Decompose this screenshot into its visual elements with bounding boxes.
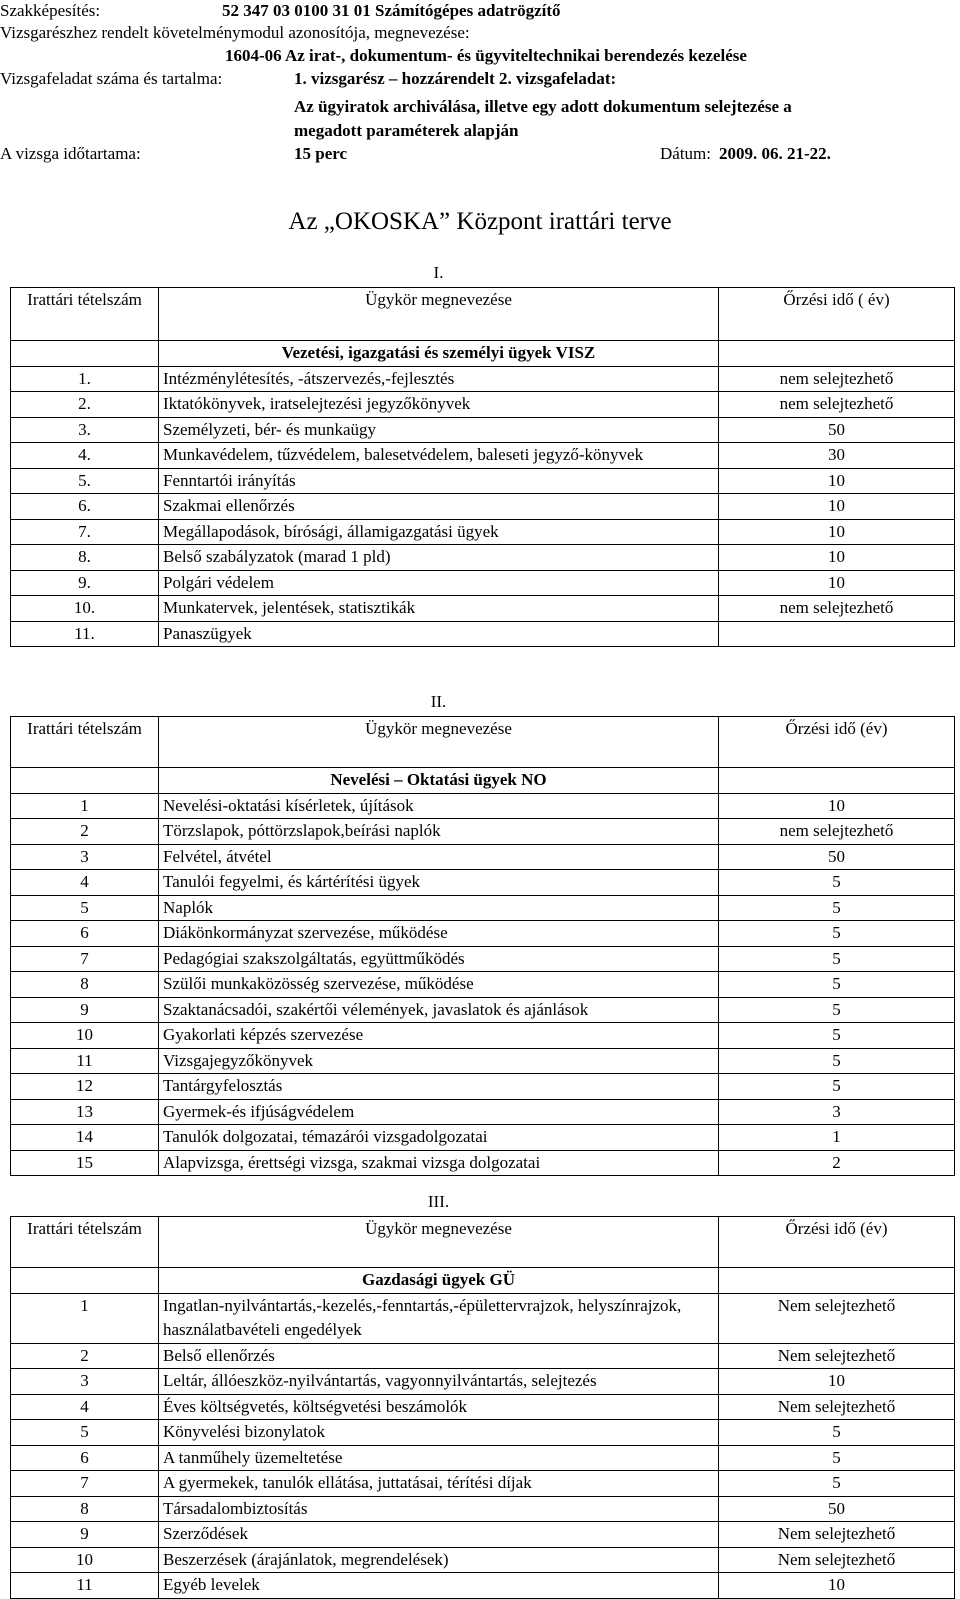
row-name: Intézménylétesítés, -átszervezés,-fejlesztés xyxy=(159,366,719,392)
section-table-3 xyxy=(10,1192,955,1599)
section-table-2 xyxy=(10,692,955,1176)
row-number: 8. xyxy=(11,545,159,571)
column-header-retention: Őrzési idő ( év) xyxy=(719,288,955,341)
table-row xyxy=(11,621,955,647)
table-row xyxy=(11,1293,955,1343)
row-number: 7 xyxy=(11,1471,159,1497)
row-number: 2 xyxy=(11,819,159,845)
row-name: Személyzeti, bér- és munkaügy xyxy=(159,417,719,443)
row-retention: 5 xyxy=(719,997,955,1023)
table-row xyxy=(11,519,955,545)
row-retention: 5 xyxy=(719,1420,955,1446)
category-cell-empty xyxy=(11,768,159,794)
row-number: 13 xyxy=(11,1099,159,1125)
row-retention: 10 xyxy=(719,1369,955,1395)
row-number: 9. xyxy=(11,570,159,596)
column-header-retention: Őrzési idő (év) xyxy=(719,1217,955,1268)
row-number: 9 xyxy=(11,1522,159,1548)
table-row xyxy=(11,1369,955,1395)
row-retention: 50 xyxy=(719,844,955,870)
row-number: 3. xyxy=(11,417,159,443)
row-name: Szerződések xyxy=(159,1522,719,1548)
qualification-label: Szakképesítés: xyxy=(0,1,101,20)
table-row xyxy=(11,1445,955,1471)
row-retention: nem selejtezhető xyxy=(719,392,955,418)
table-row xyxy=(11,946,955,972)
row-name: Felvétel, átvétel xyxy=(159,844,719,870)
row-number: 4 xyxy=(11,870,159,896)
row-name: Szülői munkaközösség szervezése, működése xyxy=(159,972,719,998)
category-cell-empty xyxy=(719,1268,955,1294)
table-row xyxy=(11,596,955,622)
table-row xyxy=(11,870,955,896)
table-row xyxy=(11,921,955,947)
row-name: Tantárgyfelosztás xyxy=(159,1074,719,1100)
column-header-id: Irattári tételszám xyxy=(11,717,159,768)
task-value-line-2: Az ügyiratok archiválása, illetve egy adott dokumentum selejtezése a xyxy=(294,97,792,116)
table-row xyxy=(11,895,955,921)
row-retention: 3 xyxy=(719,1099,955,1125)
row-retention xyxy=(719,621,955,647)
section-header-row xyxy=(11,717,955,768)
row-name: Vizsgajegyzőkönyvek xyxy=(159,1048,719,1074)
row-retention: 10 xyxy=(719,1573,955,1599)
table-row xyxy=(11,1074,955,1100)
row-name: Éves költségvetés, költségvetési beszámolók xyxy=(159,1394,719,1420)
row-retention: nem selejtezhető xyxy=(719,596,955,622)
row-retention: Nem selejtezhető xyxy=(719,1547,955,1573)
row-retention: 5 xyxy=(719,972,955,998)
row-retention: 5 xyxy=(719,1471,955,1497)
section-table-1 xyxy=(10,263,955,647)
row-name: Gyakorlati képzés szervezése xyxy=(159,1023,719,1049)
row-retention: Nem selejtezhető xyxy=(719,1343,955,1369)
row-retention: 5 xyxy=(719,1048,955,1074)
row-number: 3 xyxy=(11,844,159,870)
table-row xyxy=(11,844,955,870)
column-header-name-label: Ügykör megnevezése xyxy=(365,1219,512,1238)
category-name: Vezetési, igazgatási és személyi ügyek VISZ xyxy=(159,341,719,367)
row-retention: 50 xyxy=(719,417,955,443)
category-cell-empty xyxy=(11,341,159,367)
row-number: 5 xyxy=(11,895,159,921)
row-name: Pedagógiai szakszolgáltatás, együttműködés xyxy=(159,946,719,972)
table-row xyxy=(11,819,955,845)
table-row xyxy=(11,468,955,494)
table-row xyxy=(11,1522,955,1548)
category-row xyxy=(11,341,955,367)
row-name: Beszerzések (árajánlatok, megrendelések) xyxy=(159,1547,719,1573)
task-value-line-1: 1. vizsgarész – hozzárendelt 2. vizsgafeladat: xyxy=(294,69,617,88)
row-name: Tanulók dolgozatai, témazárói vizsgadolgozatai xyxy=(159,1125,719,1151)
table-row xyxy=(11,1343,955,1369)
row-retention: Nem selejtezhető xyxy=(719,1394,955,1420)
module-label: Vizsgarészhez rendelt követelménymodul azonosítója, megnevezése: xyxy=(0,23,470,42)
row-number: 1 xyxy=(11,793,159,819)
row-retention: 5 xyxy=(719,1445,955,1471)
category-row xyxy=(11,768,955,794)
table-row xyxy=(11,366,955,392)
table-row xyxy=(11,1420,955,1446)
row-number: 1. xyxy=(11,366,159,392)
row-retention: 30 xyxy=(719,443,955,469)
column-header-name xyxy=(159,1192,719,1268)
row-name: Nevelési-oktatási kísérletek, újítások xyxy=(159,793,719,819)
row-name: Belső ellenőrzés xyxy=(159,1343,719,1369)
row-retention: 10 xyxy=(719,519,955,545)
section-header-row xyxy=(11,1217,955,1268)
row-name: Munkatervek, jelentések, statisztikák xyxy=(159,596,719,622)
row-number: 7. xyxy=(11,519,159,545)
row-name: Megállapodások, bírósági, államigazgatási ügyek xyxy=(159,519,719,545)
row-name: Szakmai ellenőrzés xyxy=(159,494,719,520)
row-name: Panaszügyek xyxy=(159,621,719,647)
table-row xyxy=(11,1394,955,1420)
table-row xyxy=(11,1573,955,1599)
row-name: Polgári védelem xyxy=(159,570,719,596)
task-value-line-3: megadott paraméterek alapján xyxy=(294,121,519,140)
row-retention: 50 xyxy=(719,1496,955,1522)
row-name: Tanulói fegyelmi, és kártérítési ügyek xyxy=(159,870,719,896)
category-name: Nevelési – Oktatási ügyek NO xyxy=(159,768,719,794)
table-row xyxy=(11,1150,955,1176)
row-name: Munkavédelem, tűzvédelem, balesetvédelem, baleseti jegyző-könyvek xyxy=(159,443,719,469)
duration-value: 15 perc xyxy=(294,144,348,163)
row-name: Diákönkormányzat szervezése, működése xyxy=(159,921,719,947)
section-roman: I. xyxy=(433,263,444,282)
qualification-value: 52 347 03 0100 31 01 Számítógépes adatrögzítő xyxy=(222,1,561,20)
row-retention: 5 xyxy=(719,946,955,972)
row-retention: 5 xyxy=(719,1074,955,1100)
row-retention: 5 xyxy=(719,870,955,896)
row-number: 10 xyxy=(11,1547,159,1573)
row-number: 4 xyxy=(11,1394,159,1420)
row-retention: 2 xyxy=(719,1150,955,1176)
row-name: Fenntartói irányítás xyxy=(159,468,719,494)
row-retention: Nem selejtezhető xyxy=(719,1293,955,1343)
table-row xyxy=(11,392,955,418)
row-number: 3 xyxy=(11,1369,159,1395)
row-number: 1 xyxy=(11,1293,159,1343)
row-retention: 1 xyxy=(719,1125,955,1151)
table-row xyxy=(11,1496,955,1522)
table-row xyxy=(11,1471,955,1497)
table-row xyxy=(11,417,955,443)
row-number: 2. xyxy=(11,392,159,418)
column-header-name xyxy=(159,692,719,768)
section-header-row xyxy=(11,288,955,341)
table-row xyxy=(11,972,955,998)
category-row xyxy=(11,1268,955,1294)
row-name: A gyermekek, tanulók ellátása, juttatásai, térítési díjak xyxy=(159,1471,719,1497)
duration-label: A vizsga időtartama: xyxy=(0,144,141,163)
table-row xyxy=(11,1547,955,1573)
row-number: 7 xyxy=(11,946,159,972)
section-roman: II. xyxy=(430,692,447,711)
table-row xyxy=(11,545,955,571)
row-number: 4. xyxy=(11,443,159,469)
row-name: Iktatókönyvek, iratselejtezési jegyzőkönyvek xyxy=(159,392,719,418)
column-header-name xyxy=(159,263,719,341)
row-number: 6 xyxy=(11,921,159,947)
table-row xyxy=(11,1125,955,1151)
row-retention: 5 xyxy=(719,1023,955,1049)
table-row xyxy=(11,570,955,596)
column-header-name-label: Ügykör megnevezése xyxy=(365,719,512,738)
row-name: Belső szabályzatok (marad 1 pld) xyxy=(159,545,719,571)
row-number: 6. xyxy=(11,494,159,520)
row-name: Naplók xyxy=(159,895,719,921)
row-name: Könyvelési bizonylatok xyxy=(159,1420,719,1446)
table-row xyxy=(11,494,955,520)
row-number: 5 xyxy=(11,1420,159,1446)
row-retention: Nem selejtezhető xyxy=(719,1522,955,1548)
module-value: 1604-06 Az irat-, dokumentum- és ügyviteltechnikai berendezés kezelése xyxy=(225,46,747,65)
row-number: 8 xyxy=(11,1496,159,1522)
row-retention: 10 xyxy=(719,494,955,520)
category-cell-empty xyxy=(719,341,955,367)
row-retention: 10 xyxy=(719,545,955,571)
row-number: 9 xyxy=(11,997,159,1023)
category-cell-empty xyxy=(11,1268,159,1294)
task-label: Vizsgafeladat száma és tartalma: xyxy=(0,69,223,88)
row-number: 8 xyxy=(11,972,159,998)
table-row xyxy=(11,1023,955,1049)
row-retention: 10 xyxy=(719,468,955,494)
table-row xyxy=(11,1048,955,1074)
row-number: 15 xyxy=(11,1150,159,1176)
category-name: Gazdasági ügyek GÜ xyxy=(159,1268,719,1294)
row-name: Gyermek-és ifjúságvédelem xyxy=(159,1099,719,1125)
row-name: Szaktanácsadói, szakértői vélemények, javaslatok és ajánlások xyxy=(159,997,719,1023)
row-number: 14 xyxy=(11,1125,159,1151)
row-name: A tanműhely üzemeltetése xyxy=(159,1445,719,1471)
table-row xyxy=(11,1099,955,1125)
row-number: 10. xyxy=(11,596,159,622)
row-number: 10 xyxy=(11,1023,159,1049)
row-name: Törzslapok, póttörzslapok,beírási naplók xyxy=(159,819,719,845)
row-retention: nem selejtezhető xyxy=(719,819,955,845)
row-name: Társadalombiztosítás xyxy=(159,1496,719,1522)
section-roman: III. xyxy=(427,1192,450,1211)
column-header-retention: Őrzési idő (év) xyxy=(719,717,955,768)
row-number: 11 xyxy=(11,1048,159,1074)
row-number: 12 xyxy=(11,1074,159,1100)
row-number: 2 xyxy=(11,1343,159,1369)
row-name: Leltár, állóeszköz-nyilvántartás, vagyonnyilvántartás, selejtezés xyxy=(159,1369,719,1395)
row-name: Alapvizsga, érettségi vizsga, szakmai vizsga dolgozatai xyxy=(159,1150,719,1176)
row-number: 11 xyxy=(11,1573,159,1599)
row-retention: nem selejtezhető xyxy=(719,366,955,392)
row-retention: 10 xyxy=(719,793,955,819)
row-number: 11. xyxy=(11,621,159,647)
date-label: Dátum: xyxy=(660,144,711,163)
row-retention: 10 xyxy=(719,570,955,596)
column-header-name-label: Ügykör megnevezése xyxy=(365,290,512,309)
row-number: 5. xyxy=(11,468,159,494)
document-title: Az „OKOSKA” Központ irattári terve xyxy=(288,208,672,235)
column-header-id: Irattári tételszám xyxy=(11,1217,159,1268)
table-row xyxy=(11,793,955,819)
row-name: Ingatlan-nyilvántartás,-kezelés,-fenntartás,-épülettervrajzok, helyszínrajzok, használatbavételi engedélyek xyxy=(159,1293,719,1343)
row-retention: 5 xyxy=(719,895,955,921)
table-row xyxy=(11,443,955,469)
row-name: Egyéb levelek xyxy=(159,1573,719,1599)
row-retention: 5 xyxy=(719,921,955,947)
table-row xyxy=(11,997,955,1023)
row-number: 6 xyxy=(11,1445,159,1471)
category-cell-empty xyxy=(719,768,955,794)
date-value: 2009. 06. 21-22. xyxy=(719,144,831,163)
column-header-id: Irattári tételszám xyxy=(11,288,159,341)
